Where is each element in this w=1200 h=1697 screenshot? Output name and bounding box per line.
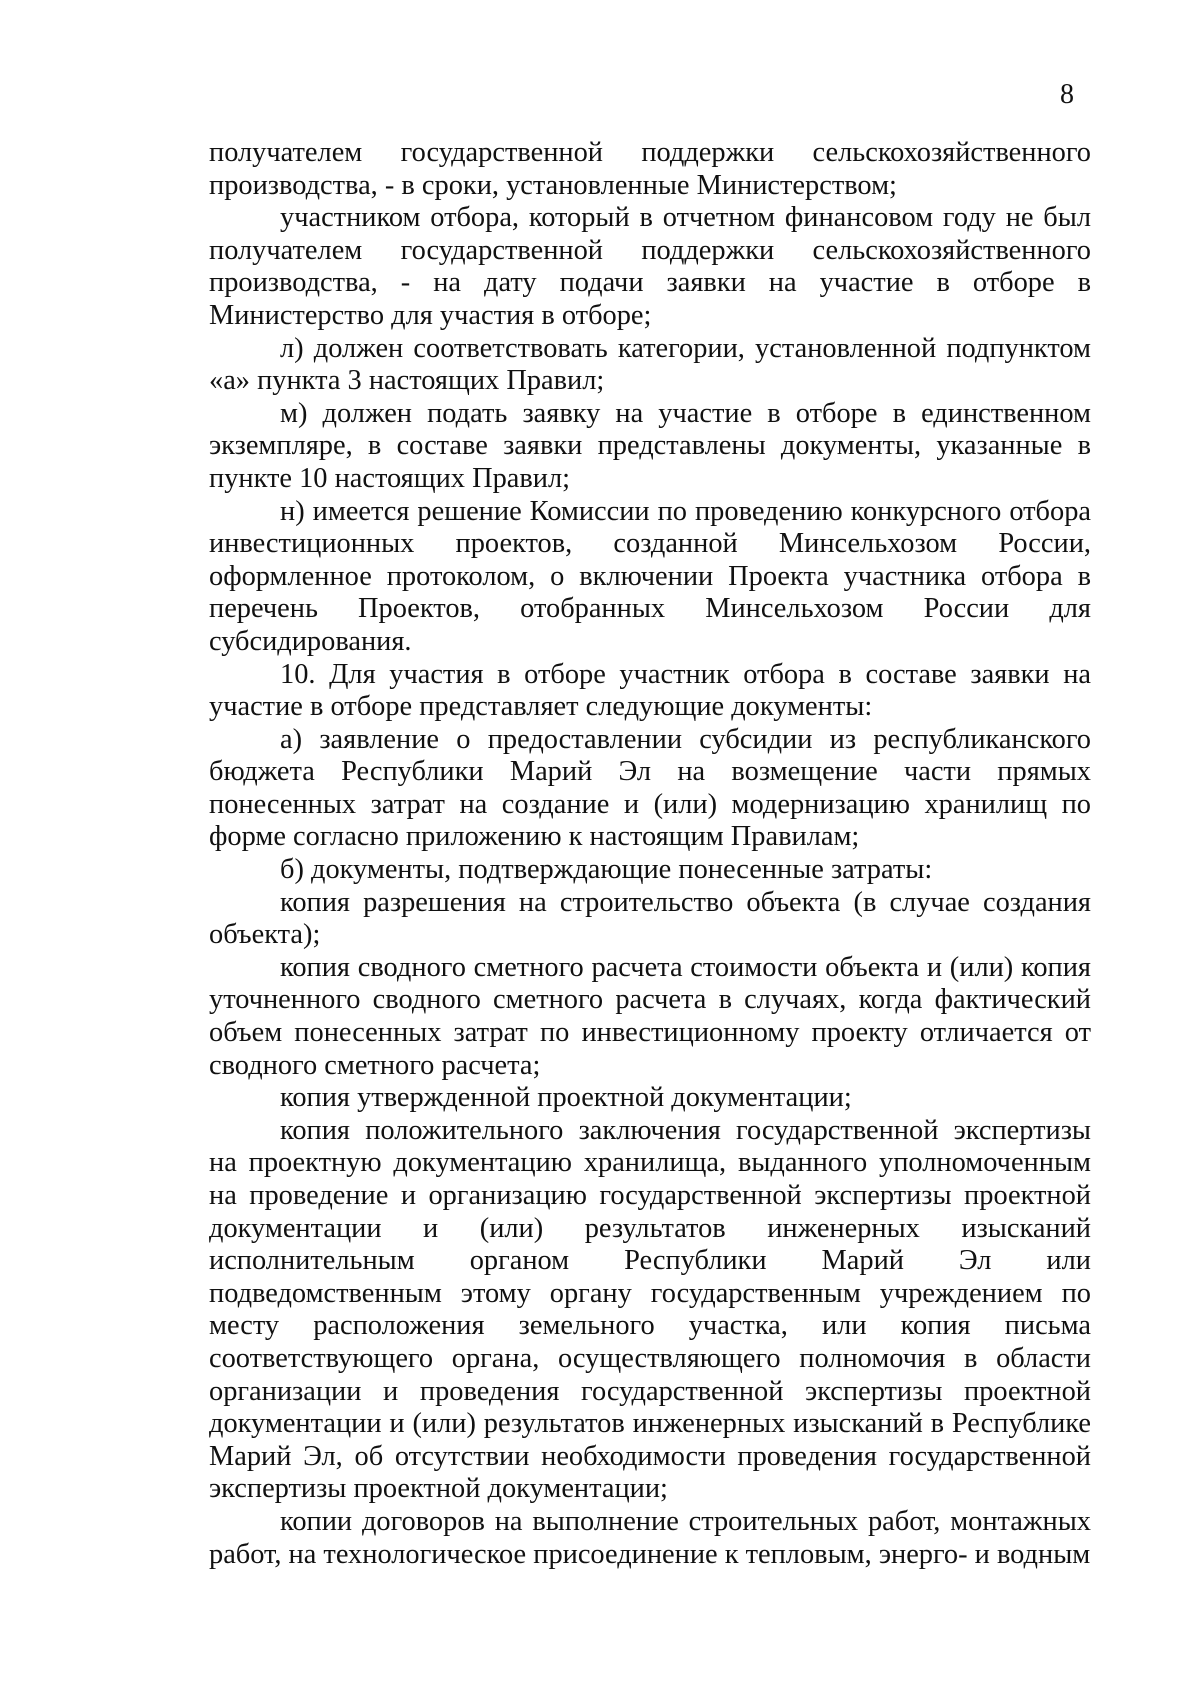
paragraph: л) должен соответствовать категории, установленной подпунктом «а» пункта 3 настоящих Правил; (209, 332, 1091, 397)
document-body (209, 137, 1091, 1571)
paragraph: н) имеется решение Комиссии по проведению конкурсного отбора инвестиционных проектов, созданной Минсельхозом России, оформленное протоколом, о включении Проекта участника отбора в перечень Проектов, отобранных Минсельхозом России для субсидирования. (209, 495, 1091, 657)
paragraph: получателем государственной поддержки сельскохозяйственного производства, - в сроки, установленные Министерством; (209, 137, 1091, 201)
paragraph: участником отбора, который в отчетном финансовом году не был получателем государственной поддержки сельскохозяйственного производства, - на дату подачи заявки на участие в отборе в Министерство для участия в отборе; (209, 202, 1091, 331)
paragraph: копия разрешения на строительство объекта (в случае создания объекта); (209, 886, 1091, 951)
paragraph: копия положительного заключения государственной экспертизы на проектную документацию хранилища, выданного уполномоченным на проведение и организацию государственной экспертизы проектной документации и (или) результатов инженерных изысканий исполнительным органом Республики Марий Эл или подведомственным этому органу государственным учреждением по месту расположения земельного участка, или копия письма соответствующего органа, осуществляющего полномочия в области организации и проведения государственной экспертизы проектной документации и (или) результатов инженерных изысканий в Республике Марий Эл, об отсутствии необходимости проведения государственной экспертизы проектной документации; (209, 1114, 1091, 1505)
paragraph: копия утвержденной проектной документации; (280, 1082, 852, 1114)
paragraph: б) документы, подтверждающие понесенные затраты: (280, 854, 933, 886)
paragraph: м) должен подать заявку на участие в отборе в единственном экземпляре, в составе заявки представлены документы, указанные в пункте 10 настоящих Правил; (209, 397, 1091, 494)
page-number: 8 (1060, 79, 1074, 110)
paragraph: копии договоров на выполнение строительных работ, монтажных работ, на технологическое присоединение к тепловым, энерго- и водным (209, 1505, 1091, 1570)
paragraph: 10. Для участия в отборе участник отбора в составе заявки на участие в отборе представляет следующие документы: (209, 658, 1091, 723)
paragraph: копия сводного сметного расчета стоимости объекта и (или) копия уточненного сводного сметного расчета в случаях, когда фактический объем понесенных затрат по инвестиционному проекту отличается от сводного сметного расчета; (209, 951, 1091, 1081)
paragraph: а) заявление о предоставлении субсидии из республиканского бюджета Республики Марий Эл на возмещение части прямых понесенных затрат на создание и (или) модернизацию хранилищ по форме согласно приложению к настоящим Правилам; (209, 723, 1091, 853)
